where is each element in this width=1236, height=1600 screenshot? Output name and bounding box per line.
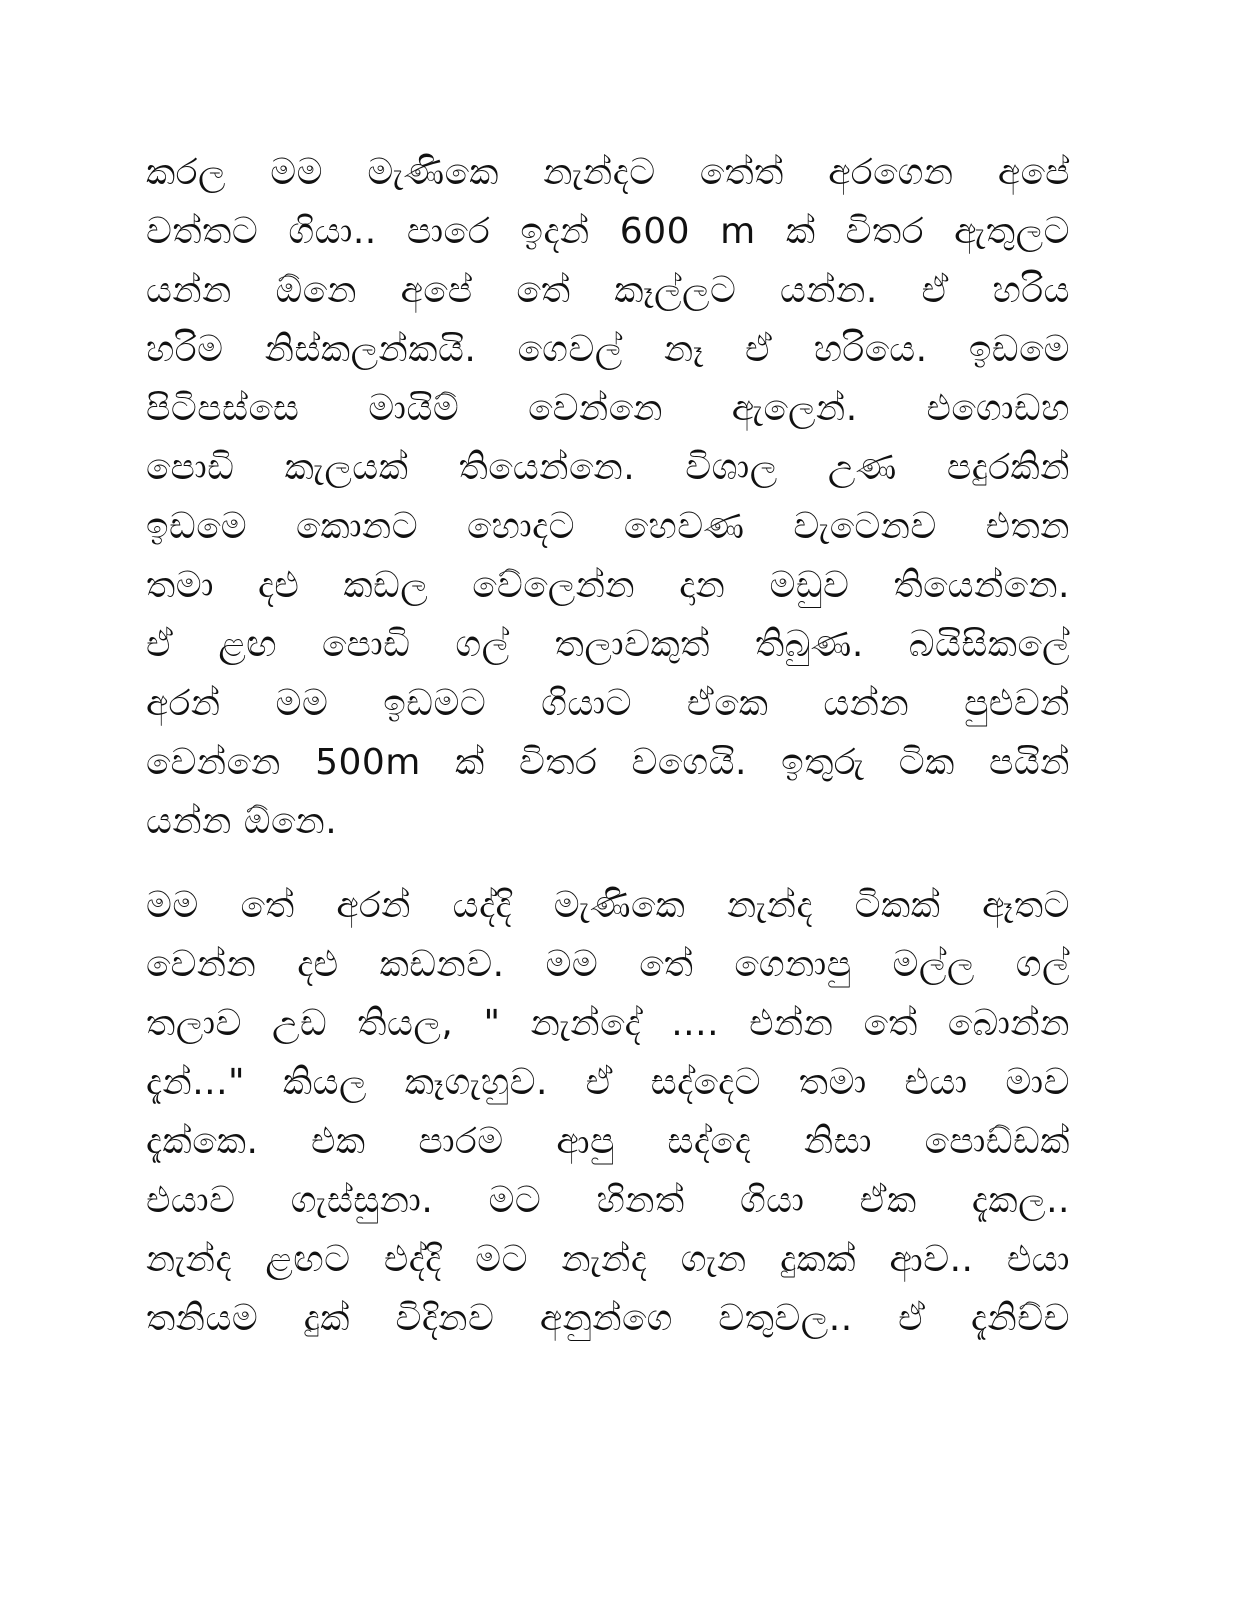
text-line: දැන්..." කියල කෑගැහුව. ඒ සද්දෙට තමා එයා මාව [146,1062,1070,1103]
text-line: ඉඩමෙ කොනට හොදට හෙවණ වැටෙනව එතන [146,506,1070,547]
text-line: අරන් මම ඉඩමට ගියාට ඒකෙ යන්න පුළුවන් [146,683,1070,724]
body-text [146,143,1070,1348]
text-line: වත්තට ගියා.. පාරෙ ඉදන් 600 m ක් විතර ඇතුලට [146,211,1070,252]
text-line: වෙන්න දළු කඩනව. මම තේ ගෙනාපු මල්ල ගල් [146,944,1070,985]
text-line: හරිම නිස්කලන්කයි. ගෙවල් නෑ ඒ හරියෙ. ඉඩමෙ [146,329,1070,370]
text-line: කරල මම මැණිකෙ නැන්දට තේත් අරගෙන අපේ [146,152,1070,193]
text-line: පිටිපස්සෙ මායිම් වෙන්නෙ ඇලෙන්. එගොඩහ [146,388,1070,429]
text-line: තලාව උඩ තියල, " නැන්දේ .... එන්න තේ බොන්න [146,1003,1070,1044]
paragraph-2 [146,876,1070,1348]
text-line: යන්න ඕනෙ අපේ තේ කෑල්ලට යන්න. ඒ හරිය [146,270,1070,311]
text-line: තමා දළු කඩල වේලෙන්න දාන මඩුව තියෙන්නෙ. [146,565,1070,606]
text-line: නැන්ද ළඟට එද්දි මට නැන්ද ගැන දුකක් ආව.. එයා [146,1239,1070,1280]
text-line: මම තේ අරන් යද්දි මැණිකෙ නැන්ද ටිකක් ඈතට [146,885,1070,926]
text-line: පොඩි කැලයක් තියෙන්නෙ. විශාල උණ පදුරකින් [146,447,1070,488]
text-line: එයාව ගැස්සුනා. මට හිනත් ගියා ඒක දැකල.. [146,1180,1070,1221]
text-line: තනියම දුක් විදිනව අනුන්ගෙ වතුවල.. ඒ දැනිච්ච [146,1298,1070,1339]
text-line: දැක්කෙ. එක පාරම ආපු සද්දෙ නිසා පොඩ්ඩක් [146,1121,1070,1162]
text-line: යන්න ඕනෙ. [146,801,338,842]
paragraph-1 [146,143,1070,851]
text-line: වෙන්නෙ 500m ක් විතර වගෙයි. ඉතුරු ටික පයින් [146,742,1070,783]
paragraph-spacer [146,851,1070,876]
text-line: ඒ ළඟ පොඩි ගල් තලාවකුත් තිබුණ. බයිසිකලේ [146,624,1070,665]
